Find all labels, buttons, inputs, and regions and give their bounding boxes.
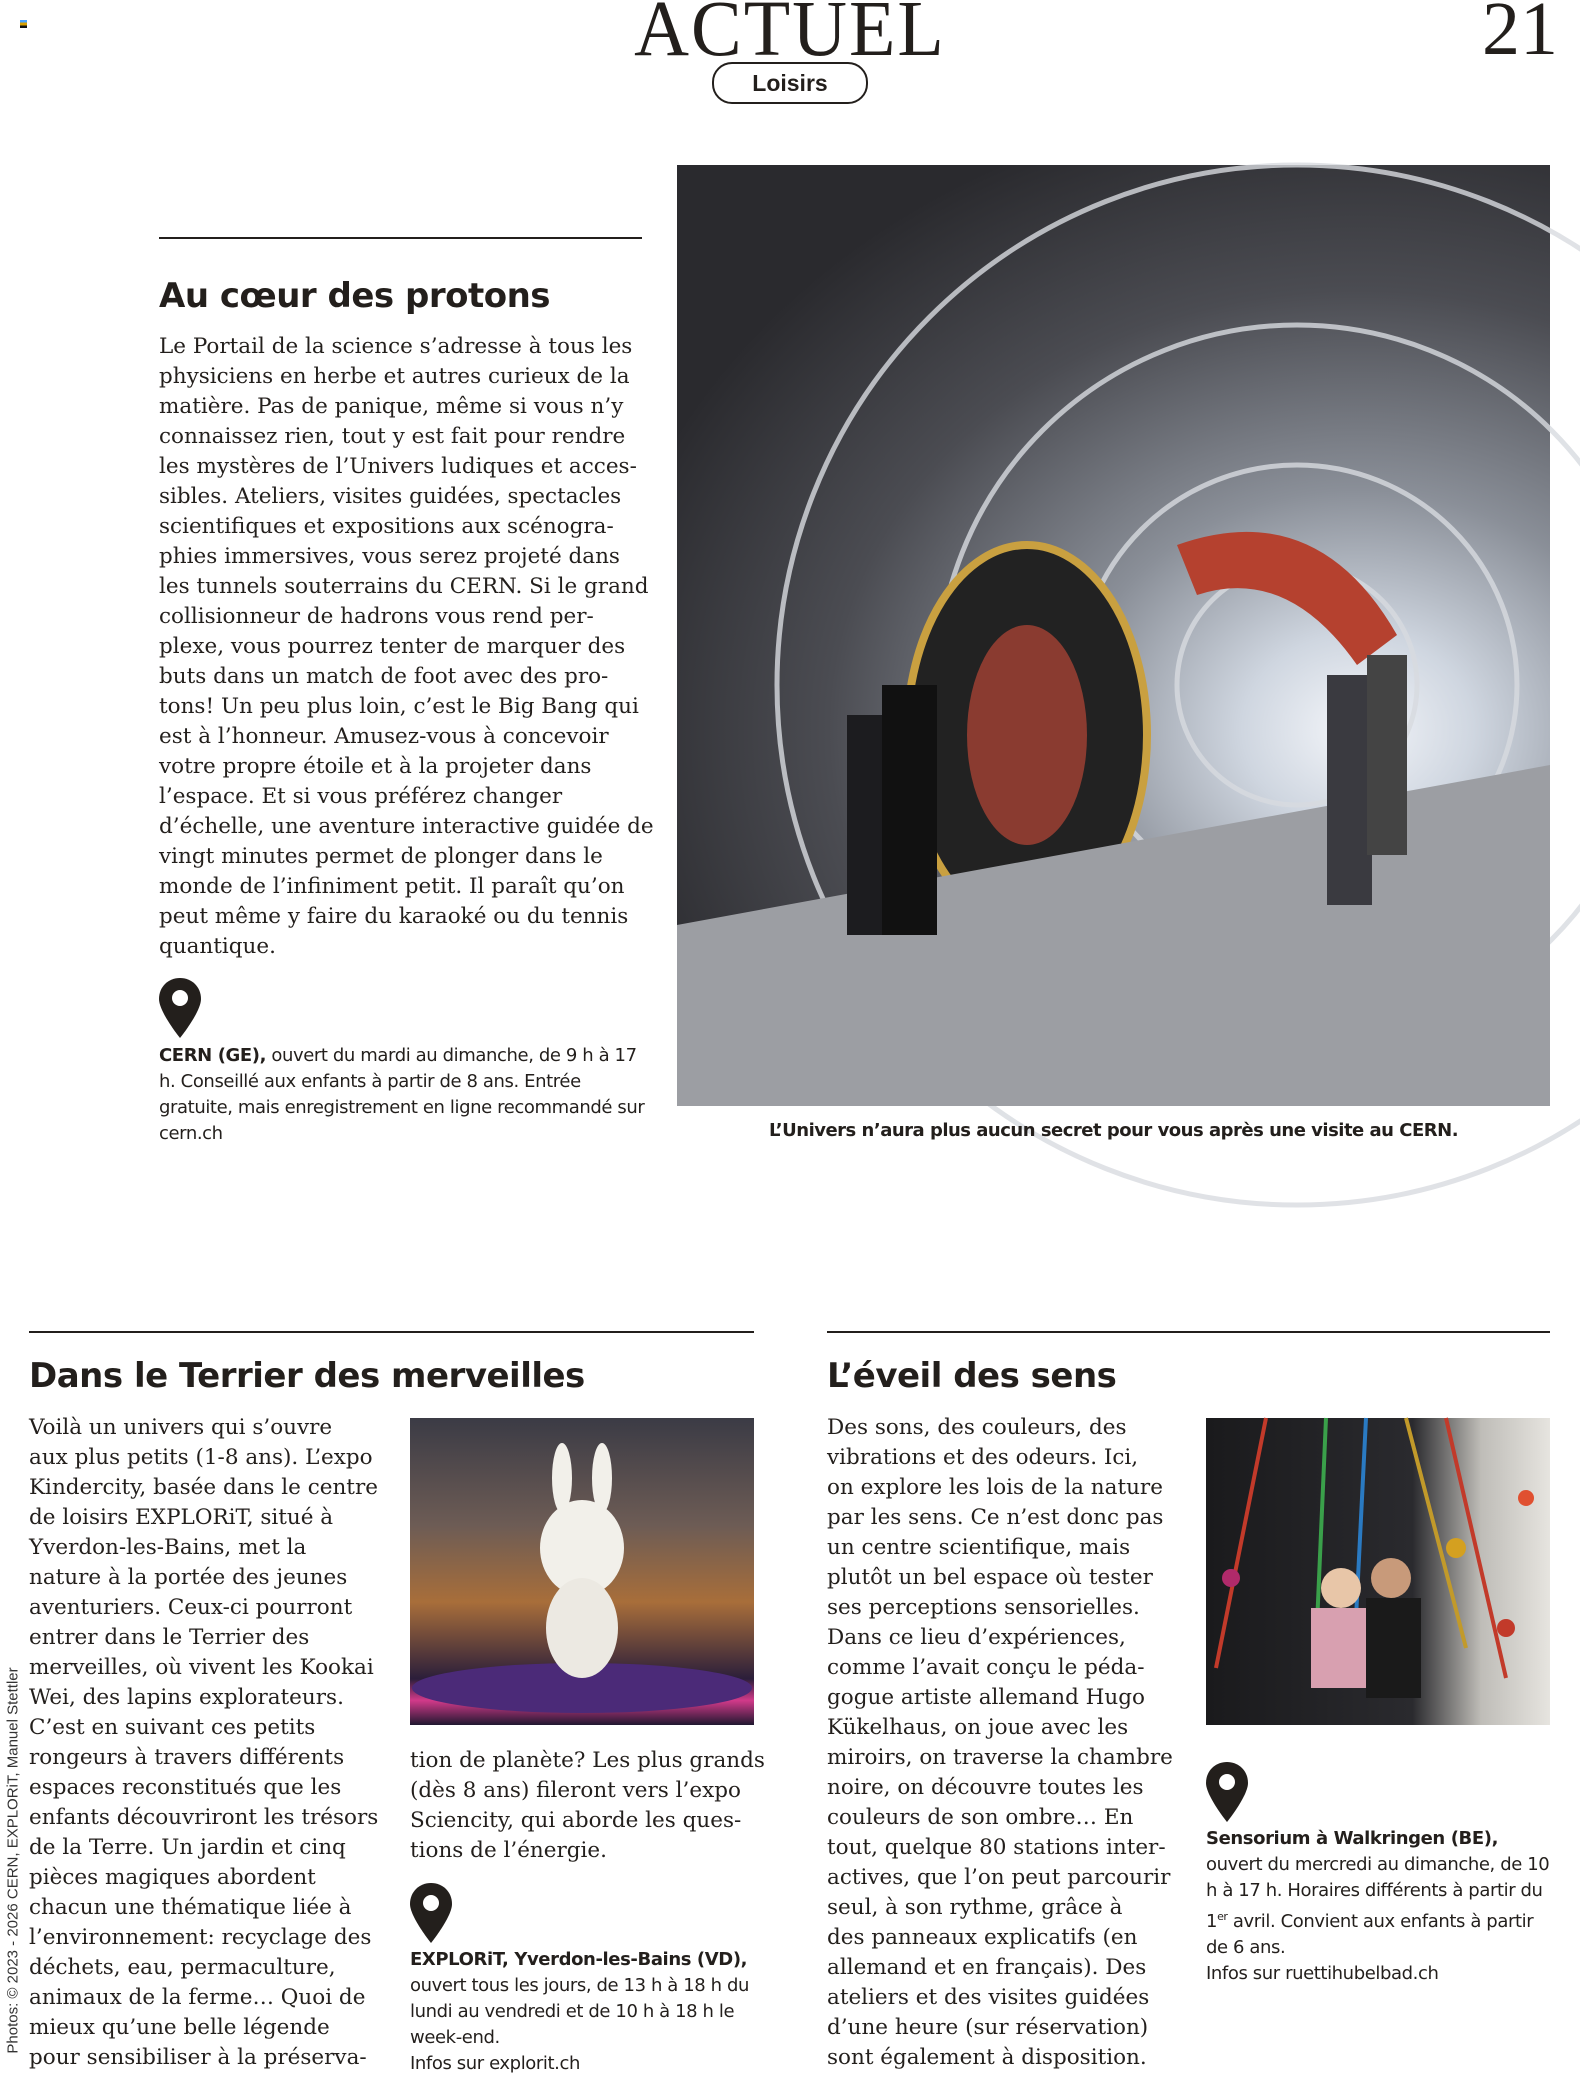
article-body-col2 [410,1746,765,1866]
cern-exhibition-photo [677,165,1550,1106]
text-line: tion de planète? Les plus grands [410,1748,765,1773]
text-line: aux plus petits (1-8 ans). L’expo [29,1445,373,1470]
text-line: actives, que l’on peut parcourir [827,1865,1171,1890]
section-divider [827,1331,1550,1333]
location-pin-icon [410,1883,452,1943]
text-line: Sciencity, qui aborde les ques- [410,1808,742,1833]
text-line: par les sens. Ce n’est donc pas [827,1505,1164,1530]
article-body [827,1413,1173,2073]
text-line: allemand et en français). Des [827,1955,1147,1980]
category-badge: Loisirs [712,62,868,104]
text-line: sibles. Ateliers, visites guidées, spectacles [159,484,622,509]
text-line: tout, quelque 80 stations inter- [827,1835,1166,1860]
venue-name: EXPLORiT, Yverdon-les-Bains (VD), [410,1949,748,1970]
venue-website-link[interactable]: Infos sur explorit.ch [410,2053,581,2074]
text-line: enfants découvriront les trésors [29,1805,379,1830]
text-line: sont également à disposition. [827,2045,1147,2070]
text-line: ses perceptions sensorielles. [827,1595,1140,1620]
text-line: scientifiques et expositions aux scénogra- [159,514,614,539]
text-line: les tunnels souterrains du CERN. Si le grand [159,574,649,599]
text-line: de loisirs EXPLORiT, situé à [29,1505,334,1530]
text-line: seul, à son rythme, grâce à [827,1895,1123,1920]
venue-name: CERN (GE), [159,1045,267,1066]
text-line: (dès 8 ans) fileront vers l’expo [410,1778,741,1803]
text-line: vibrations et des odeurs. Ici, [827,1445,1139,1470]
text-line: d’une heure (sur réservation) [827,2015,1149,2040]
text-line: aventuriers. Ceux-ci pourront [29,1595,353,1620]
section-divider [29,1331,754,1333]
text-line: Wei, des lapins explorateurs. [29,1685,344,1710]
text-line: tions de l’énergie. [410,1838,607,1863]
text-line: physiciens en herbe et autres curieux de la [159,364,630,389]
text-line: gogue artiste allemand Hugo [827,1685,1145,1710]
text-line: de la Terre. Un jardin et cinq [29,1835,346,1860]
photo-credit: Photos: © 2023 - 2026 CERN, EXPLORiT, Manuel Stettler [4,1667,22,2054]
text-line: comme l’avait conçu le péda- [827,1655,1145,1680]
text-line: vingt minutes permet de plonger dans le [159,844,603,869]
text-line: ateliers et des visites guidées [827,1985,1150,2010]
venue-details: ouvert tous les jours, de 13 h à 18 h du lundi au vendredi et de 10 h à 18 h le week-end. [410,1975,750,2048]
text-line: on explore les lois de la nature [827,1475,1163,1500]
text-line: monde de l’infiniment petit. Il paraît qu’on [159,874,625,899]
text-line: entrer dans le Terrier des [29,1625,310,1650]
article-title: Dans le Terrier des merveilles [29,1356,585,1396]
photo-caption: L’Univers n’aura plus aucun secret pour vous après une visite au CERN. [768,1120,1459,1141]
venue-info [159,1043,649,1147]
venue-info [1206,1826,1550,1987]
text-line: miroirs, on traverse la chambre [827,1745,1173,1770]
text-line: Kindercity, basée dans le centre [29,1475,378,1500]
text-line: espaces reconstitués que les [29,1775,342,1800]
page-number: 21 [1482,0,1558,71]
explorit-rabbit-photo [410,1418,754,1725]
text-line: pièces magiques abordent [29,1865,316,1890]
text-line: rongeurs à travers différents [29,1745,345,1770]
venue-name: Sensorium à Walkringen (BE), [1206,1828,1499,1849]
text-line: Le Portail de la science s’adresse à tous les [159,334,633,359]
article-title: Au cœur des protons [159,276,551,316]
text-line: phies immersives, vous serez projeté dans [159,544,620,569]
text-line: couleurs de son ombre… En [827,1805,1134,1830]
text-line: mieux qu’une belle légende [29,2015,330,2040]
text-line: Des sons, des couleurs, des [827,1415,1127,1440]
text-line: quantique. [159,934,276,959]
text-line: plexe, vous pourrez tenter de marquer des [159,634,626,659]
text-line: merveilles, où vivent les Kookai [29,1655,374,1680]
text-line: peut même y faire du karaoké ou du tennis [159,904,629,929]
text-line: un centre scientifique, mais [827,1535,1131,1560]
text-line: les mystères de l’Univers ludiques et acces- [159,454,637,479]
text-line: connaissez rien, tout y est fait pour rendre [159,424,626,449]
article-body [159,332,654,962]
venue-details: ouvert du mercredi au dimanche, de 10 h à 17 h. Horaires différents à partir du 1 [1206,1854,1550,1932]
text-line: matière. Pas de panique, même si vous n’y [159,394,624,419]
text-line: d’échelle, une aventure interactive guidée de [159,814,654,839]
text-line: plutôt un bel espace où tester [827,1565,1153,1590]
text-line: noire, on découvre toutes les [827,1775,1144,1800]
text-line: chacun une thématique liée à [29,1895,352,1920]
location-pin-icon [1206,1762,1248,1822]
venue-details: ouvert du mardi au dimanche, de 9 h à 17 h. Conseillé aux enfants à partir de 8 ans. Entrée gratuite, mais enregistrement en ligne recommandé sur cern.ch [159,1045,645,1144]
text-line: l’espace. Et si vous préférez changer [159,784,563,809]
text-line: Voilà un univers qui s’ouvre [29,1415,333,1440]
venue-website-link[interactable]: Infos sur ruettihubelbad.ch [1206,1963,1439,1984]
text-line: pour sensibiliser à la préserva- [29,2045,367,2070]
venue-info [410,1947,760,2077]
venue-details-cont: avril. Convient aux enfants à partir de 6 ans. [1206,1911,1534,1958]
text-line: tons! Un peu plus loin, c’est le Big Bang qui [159,694,639,719]
text-line: nature à la portée des jeunes [29,1565,348,1590]
text-line: Kükelhaus, on joue avec les [827,1715,1129,1740]
text-line: buts dans un match de foot avec des pro- [159,664,609,689]
text-line: C’est en suivant ces petits [29,1715,316,1740]
location-pin-icon [159,978,201,1038]
text-line: votre propre étoile et à la projeter dans [159,754,592,779]
section-title: ACTUEL [634,0,946,74]
text-line: est à l’honneur. Amusez-vous à concevoir [159,724,609,749]
text-line: collisionneur de hadrons vous rend per- [159,604,594,629]
article-title: L’éveil des sens [827,1356,1117,1396]
sensorium-photo [1206,1418,1550,1725]
text-line: animaux de la ferme… Quoi de [29,1985,366,2010]
ordinal-suffix: er [1217,1910,1228,1923]
text-line: Yverdon-les-Bains, met la [29,1535,307,1560]
section-divider [159,237,642,239]
text-line: des panneaux explicatifs (en [827,1925,1138,1950]
article-body-col1 [29,1413,378,2073]
text-line: Dans ce lieu d’expériences, [827,1625,1126,1650]
text-line: déchets, eau, permaculture, [29,1955,336,1980]
text-line: l’environnement: recyclage des [29,1925,372,1950]
